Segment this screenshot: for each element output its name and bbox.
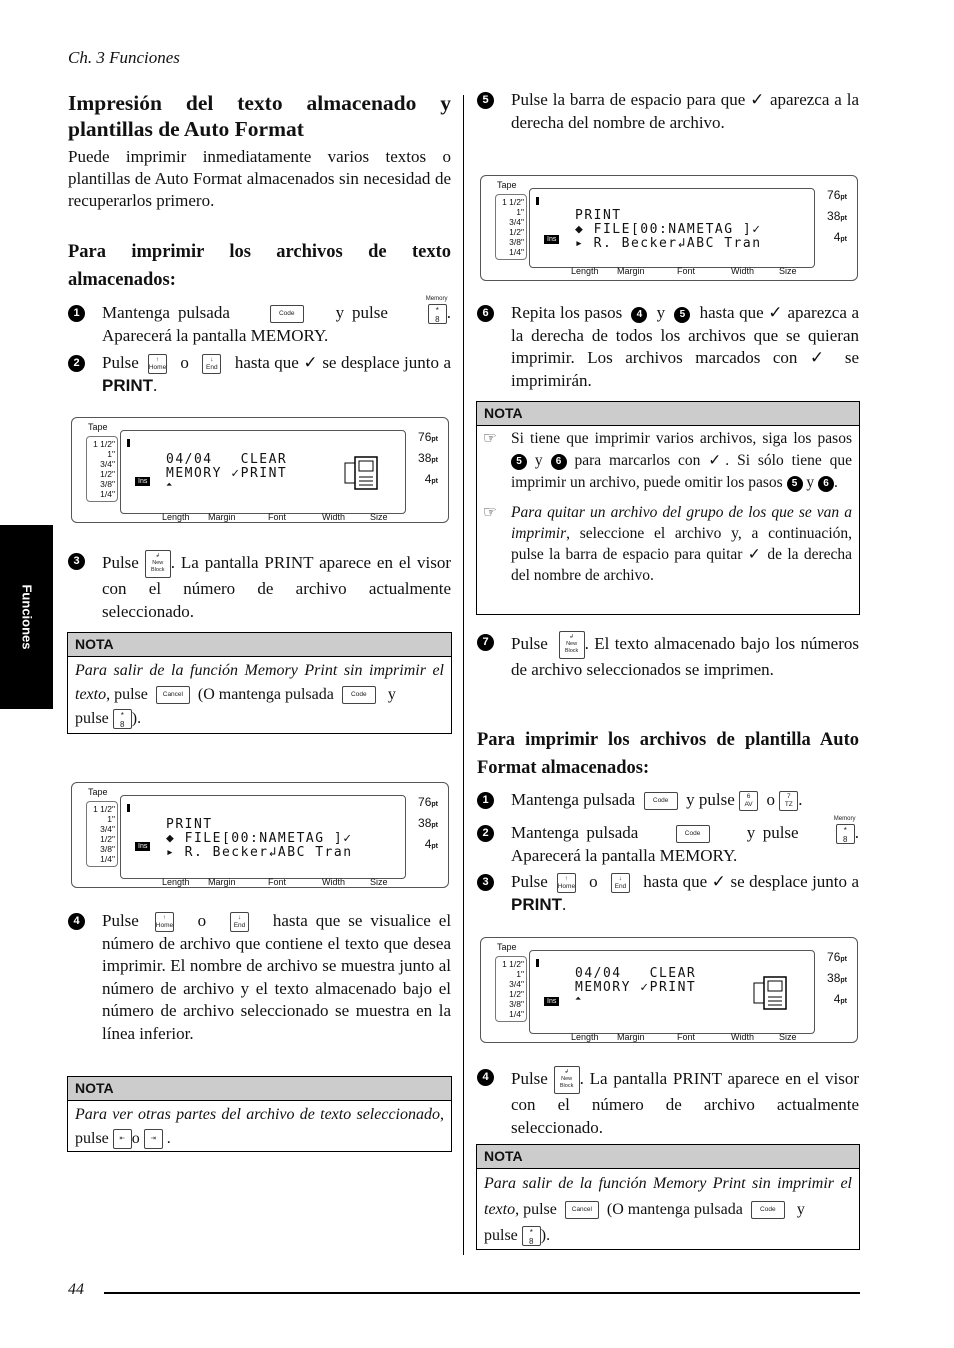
step-4: 4 Pulse ↑ Home o ↓ End hasta que se visualice el número de archivo que contiene el texto que desea imprimir. El nombre de archivo se muestra junto al número de archivo y el texto almacenado bajo el número de archivo seleccionado se muestra en la línea inferior. <box>102 910 451 1045</box>
ins-indicator: Ins <box>135 477 150 486</box>
intro-text: Puede imprimir inmediatamente varios textos o plantillas de Auto Format almacenados sin necesidad de recuperarlos primero. <box>68 147 451 210</box>
footer-rule <box>104 1292 860 1294</box>
step-1: 1 Mantenga pulsada Code y pulse Memory * 8 . Aparecerá la pantalla MEMORY. <box>102 302 451 347</box>
step-number: 1 <box>68 305 85 322</box>
end-key[interactable]: ↓ End <box>611 873 630 893</box>
end-key[interactable]: ↓ End <box>202 354 221 374</box>
step-5: 5 Pulse la barra de espacio para que ✓ aparezca a la derecha del nombre de archivo. <box>511 89 859 134</box>
chapter-header: Ch. 3 Funciones <box>68 48 180 67</box>
subsection-title-text: Para imprimir los archivos de texto almacenados: <box>68 242 451 290</box>
code-key[interactable]: Code <box>644 792 678 810</box>
code-key[interactable]: Code <box>270 305 304 323</box>
template-step-1: 1 Mantenga pulsada Code y pulse 6 AV o 7 TZ . <box>511 789 859 812</box>
code-key[interactable]: Code <box>342 686 376 704</box>
lcd-memory-display-1: Tape 1 1/2" 1" 3/4" 1/2" 3/8" 1/4" 04/04 CLEAR MEMORY ✓PRINT ⏶ Ins 76pt 38pt 4pt Length Margin Font Width Size <box>71 417 449 523</box>
template-step-3: 3 Pulse ↑ Home o ↓ End hasta que ✓ se desplace junto a PRINT. <box>511 871 859 916</box>
memory-key[interactable]: Memory * 8 <box>425 296 448 325</box>
subsection-title-template: Para imprimir los archivos de plantilla Auto Format almacenados: <box>477 730 859 778</box>
home-key[interactable]: ↑ Home <box>148 354 167 374</box>
tape-widths: 1 1/2" 1" 3/4" 1/2" 3/8" 1/4" <box>86 436 118 502</box>
end-key[interactable]: ↓ End <box>230 912 249 932</box>
step-7: 7 Pulse ↲ New Block . El texto almacenado bajo los números de archivo seleccionados se imprimen. <box>511 631 859 682</box>
step-6: 6 Repita los pasos 4 y 5 hasta que ✓ aparezca a la derecha de todos los archivos que se quieran imprimir. Los archivos marcados con ✓ se imprimirán. <box>511 302 859 392</box>
template-step-2: 2 Mantenga pulsada Code y pulse Memory * 8 . Aparecerá la pantalla MEMORY. <box>511 822 859 867</box>
side-tab <box>0 525 53 709</box>
step-2: 2 Pulse ↑ Home o ↓ End hasta que ✓ se desplace junto a PRINT. <box>102 352 451 397</box>
lcd-print-display-2: Tape 1 1/2" 1" 3/4" 1/2" 3/8" 1/4" PRINT ◆ FILE[00:NAMETAG ]✓ ▸ R. Becker↲ABC Tran Ins 76pt 38pt 4pt Length Margin Font Width Size <box>480 175 858 281</box>
seven-key[interactable]: 7 TZ <box>779 791 798 811</box>
home-key[interactable]: ↑ Home <box>155 912 174 932</box>
home-key[interactable]: ↑ Home <box>557 873 576 893</box>
new-block-key[interactable]: ↲ New Block <box>554 1066 580 1094</box>
note-box-2: NOTA Para ver otras partes del archivo de texto seleccionado, pulse ⇤ o ⇥ . <box>67 1076 452 1152</box>
memory-key[interactable]: * 8 <box>113 709 132 729</box>
cancel-key[interactable]: Cancel <box>156 686 190 704</box>
cancel-key[interactable]: Cancel <box>565 1201 599 1219</box>
lcd-print-display-1: Tape 1 1/2" 1" 3/4" 1/2" 3/8" 1/4" PRINT ◆ FILE[00:NAMETAG ]✓ ▸ R. Becker↲ABC Tran Ins 76pt 38pt 4pt Length Margin Font Width Size <box>71 782 449 888</box>
code-key[interactable]: Code <box>751 1201 785 1219</box>
right-arrow-key[interactable]: ⇥ <box>144 1129 163 1149</box>
memory-key[interactable]: * 8 <box>522 1226 541 1246</box>
note-box-1: NOTA Para salir de la función Memory Print sin imprimir el texto, pulse Cancel (O mantenga pulsada Code y pulse * 8 ). <box>67 632 452 734</box>
code-key[interactable]: Code <box>676 825 710 843</box>
left-arrow-key[interactable]: ⇤ <box>113 1129 132 1149</box>
memory-key[interactable]: Memory * 8 <box>833 816 856 845</box>
six-key[interactable]: 6 AV <box>739 791 758 811</box>
memory-print-icon <box>343 453 381 493</box>
note-box-4: NOTA Para salir de la función Memory Print sin imprimir el texto, pulse Cancel (O mantenga pulsada Code y pulse * 8 ). <box>476 1144 860 1250</box>
side-tab-label: Funciones <box>19 584 34 650</box>
page-number: 44 <box>68 1281 84 1298</box>
lcd-memory-display-2: Tape 1 1/2" 1" 3/4" 1/2" 3/8" 1/4" 04/04 CLEAR MEMORY ✓PRINT ⏶ Ins 76pt 38pt 4pt Length Margin Font Width Size <box>480 937 858 1043</box>
step-3: 3 Pulse ↲ New Block . La pantalla PRINT aparece en el visor con el número de archivo actualmente seleccionado. <box>102 550 451 623</box>
section-title: Impresión del texto almacenado y plantillas de Auto Format <box>68 91 451 141</box>
note-box-3: NOTA ☞ Si tiene que imprimir varios archivos, siga los pasos 5 y 6 para marcarlos con ✓. Si sólo tiene que imprimir un archivo, puede omitir los pasos 5 y 6 . ☞ Para quitar un archivo del grupo de los que se van a imprimir, seleccione el archivo y, a continuación, pulse la barra de espacio para quitar ✓ de la derecha del nombre de archivo. <box>476 401 860 615</box>
new-block-key[interactable]: ↲ New Block <box>559 631 585 659</box>
new-block-key[interactable]: ↲ New Block <box>145 550 171 578</box>
template-step-4: 4 Pulse ↲ New Block . La pantalla PRINT aparece en el visor con el número de archivo actualmente seleccionado. <box>511 1066 859 1139</box>
memory-print-icon <box>752 973 790 1013</box>
column-divider <box>463 95 464 1255</box>
